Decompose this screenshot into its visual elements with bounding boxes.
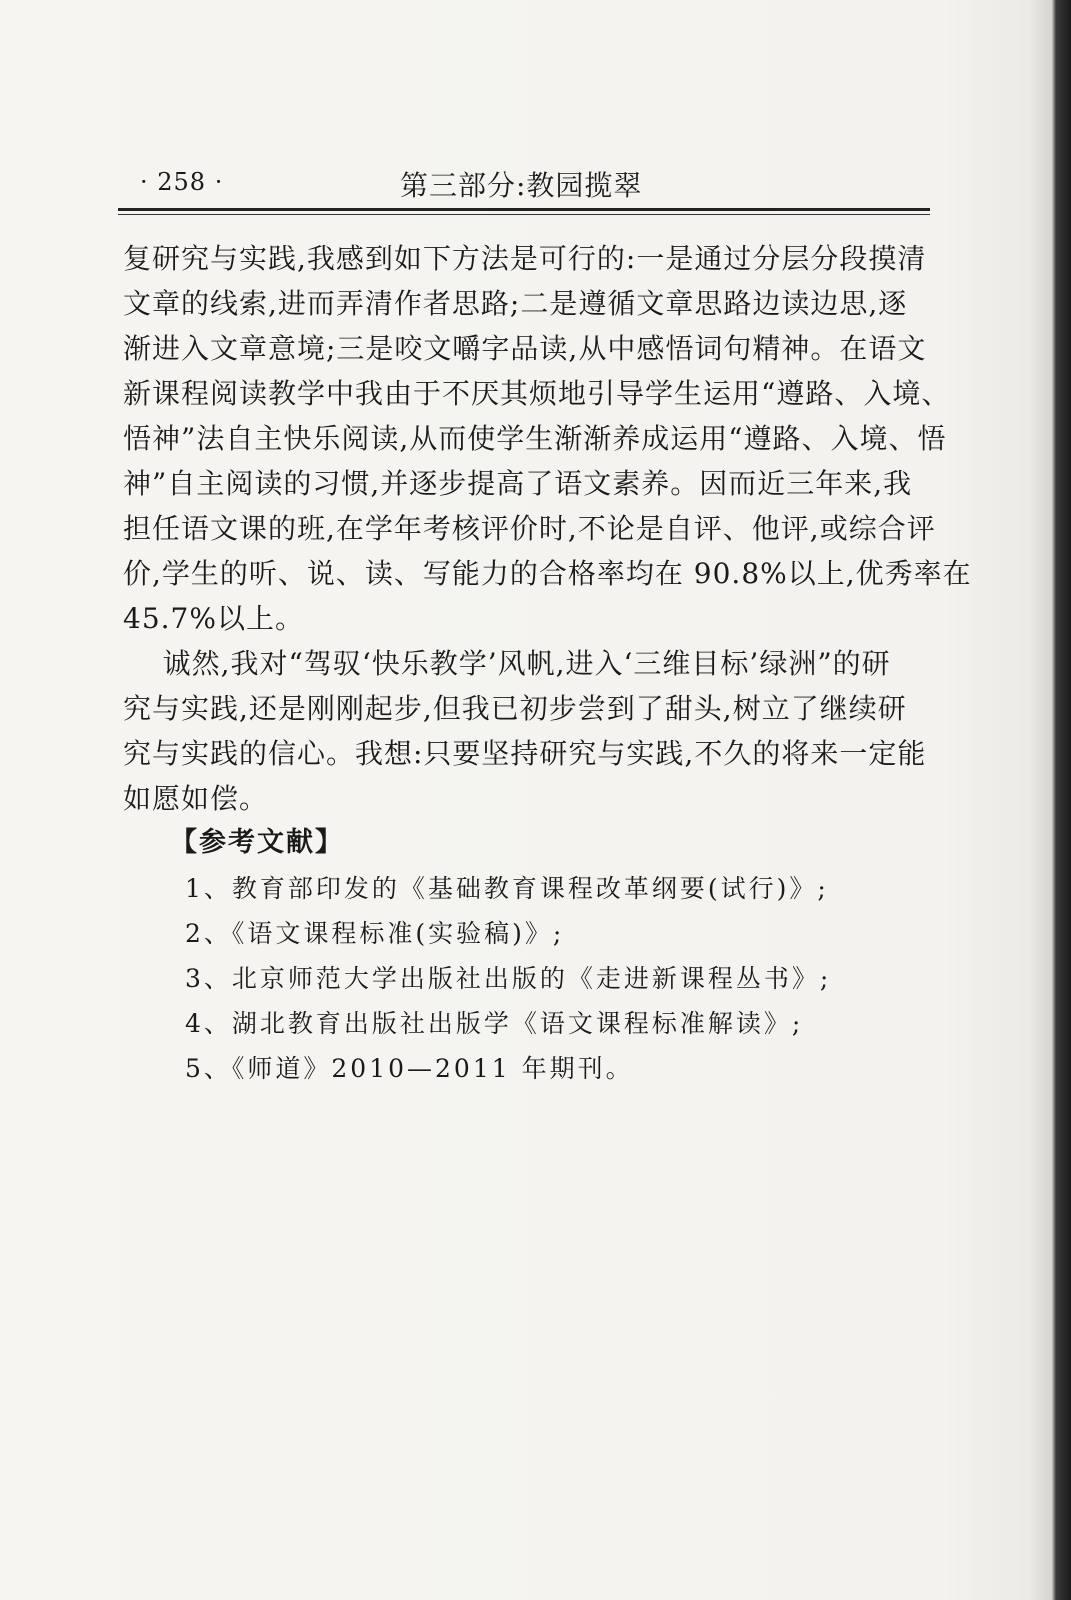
body-text (123, 236, 972, 821)
reference-item: 5、《师道》2010—2011 年期刊。 (185, 1054, 634, 1083)
body-line: 45.7%以上。 (123, 602, 304, 635)
body-line: 诚然,我对“驾驭‘快乐教学’风帆,进入‘三维目标’绿洲”的研 (123, 647, 891, 680)
reference-item: 3、北京师范大学出版社出版的《走进新课程丛书》; (185, 964, 832, 993)
body-line: 神”自主阅读的习惯,并逐步提高了语文素养。因而近三年来,我 (123, 467, 913, 500)
reference-item: 2、《语文课程标准(实验稿)》; (185, 919, 565, 948)
reference-item: 4、湖北教育出版社出版学《语文课程标准解读》; (185, 1009, 804, 1038)
body-line: 新课程阅读教学中我由于不厌其烦地引导学生运用“遵路、入境、 (123, 377, 951, 410)
references-list (185, 866, 945, 1091)
references-heading: 【参考文献】 (170, 827, 344, 858)
body-line: 文章的线索,进而弄清作者思路;二是遵循文章思路边读边思,逐 (123, 287, 908, 320)
header-rule-thin (118, 214, 930, 215)
body-line: 如愿如偿。 (123, 782, 269, 815)
body-line: 悟神”法自主快乐阅读,从而使学生渐渐养成运用“遵路、入境、悟 (123, 422, 947, 455)
body-line: 价,学生的听、说、读、写能力的合格率均在 90.8%以上,优秀率在 (123, 557, 972, 590)
body-line: 渐进入文章意境;三是咬文嚼字品读,从中感悟词句精神。在语文 (123, 332, 927, 365)
page-header (118, 162, 930, 204)
body-line: 究与实践的信心。我想:只要坚持研究与实践,不久的将来一定能 (123, 737, 927, 770)
body-line: 究与实践,还是刚刚起步,但我已初步尝到了甜头,树立了继续研 (123, 692, 907, 725)
page-number: · 258 · (140, 168, 224, 196)
reference-item: 1、教育部印发的《基础教育课程改革纲要(试行)》; (185, 874, 829, 903)
body-line: 担任语文课的班,在学年考核评价时,不论是自评、他评,或综合评 (123, 512, 936, 545)
body-line: 复研究与实践,我感到如下方法是可行的:一是通过分层分段摸清 (123, 242, 927, 275)
running-title: 第三部分:教园揽翠 (400, 169, 643, 202)
header-rule-thick (118, 208, 930, 211)
